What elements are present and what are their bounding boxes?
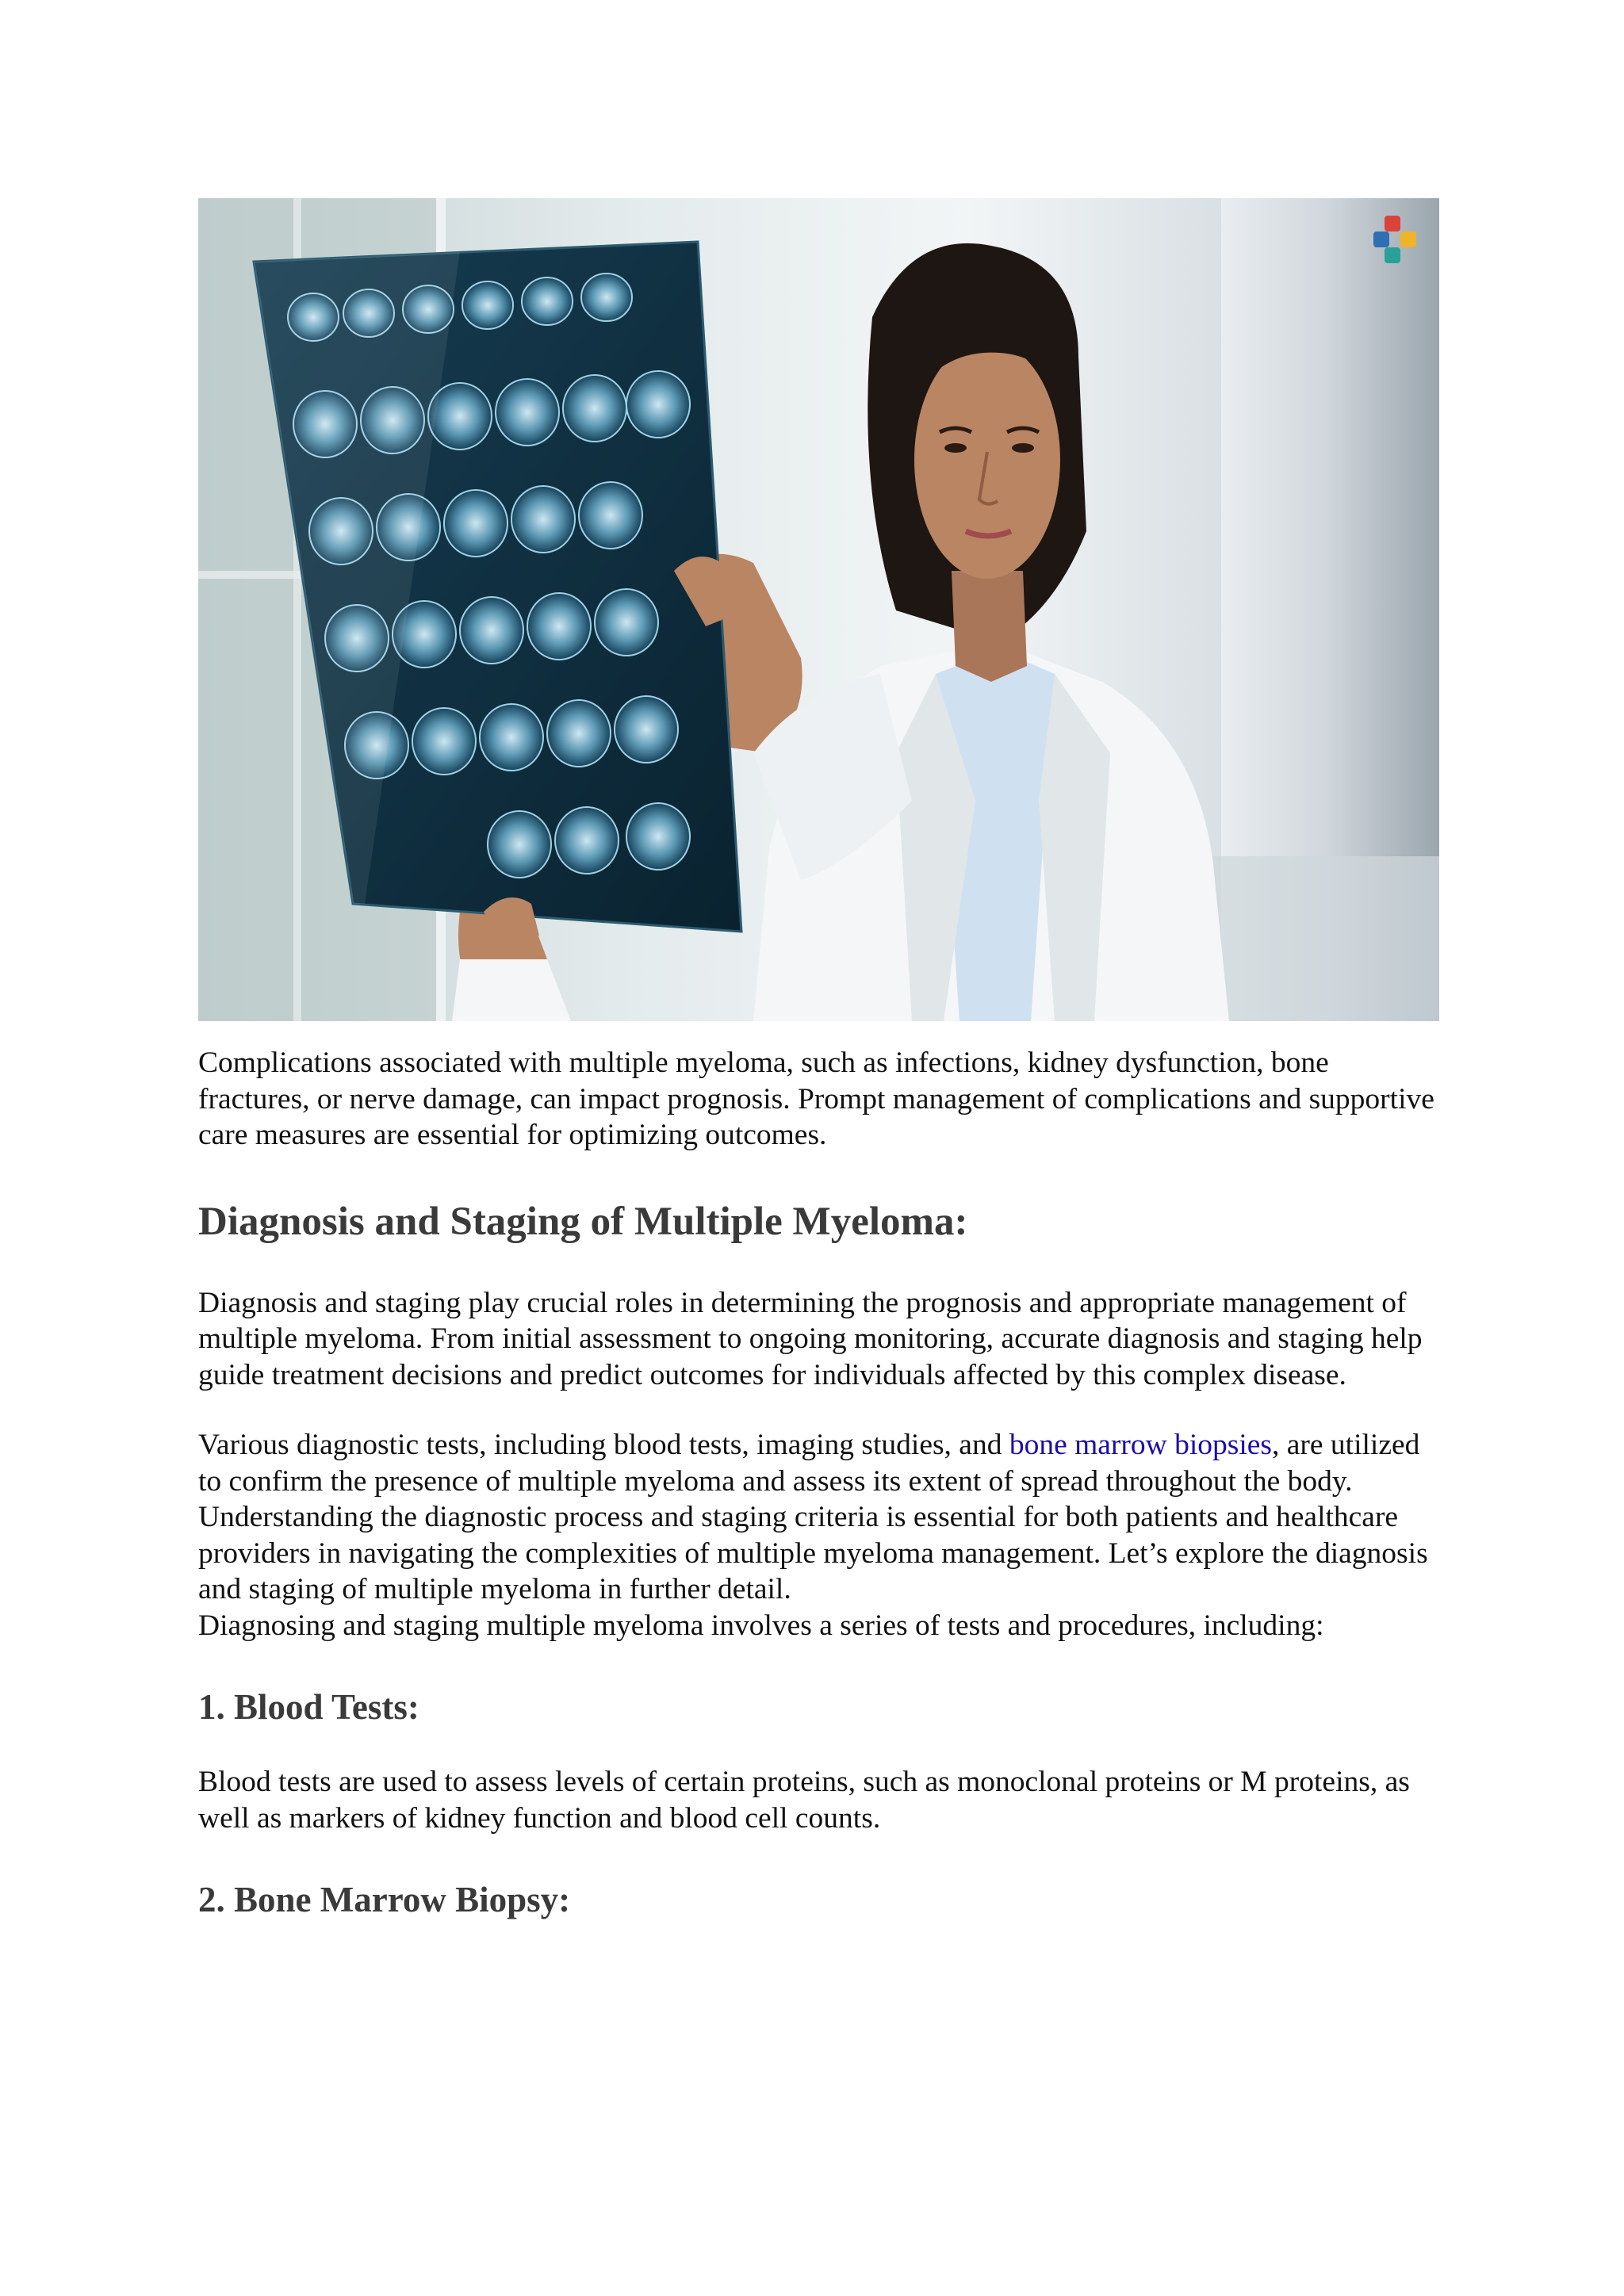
paragraph-text-before-link: Various diagnostic tests, including blood tests, imaging studies, and — [198, 1429, 1009, 1461]
paragraph-diagnosis-intro: Diagnosis and staging play crucial roles in determining the prognosis and appropriate management of multiple myeloma. From initial assessment to ongoing monitoring, accurate diagnosis and staging help guide treatment decisions and predict outcomes for individuals affected by this complex disease. — [198, 1286, 1423, 1391]
doctor-reviewing-ct-scan-illustration — [198, 198, 1439, 1021]
paragraph-blood-tests: Blood tests are used to assess levels of certain proteins, such as monoclonal proteins or M proteins, as well as markers of kidney function and blood cell counts. — [198, 1766, 1410, 1835]
hero-image — [198, 198, 1439, 1021]
paragraph-tests-intro: Diagnosing and staging multiple myeloma involves a series of tests and procedures, including: — [198, 1609, 1324, 1642]
paragraph-text-after-link: , are utilized to confirm the presence of multiple myeloma and assess its extent of spread throughout the body. Understanding the diagnostic process and staging criteria is essential for both patients and healthcare providers in navigating the complexities of multiple myeloma management. Let’s explore the diagnosis and staging of multiple myeloma in further detail. — [198, 1429, 1428, 1605]
document-page — [198, 198, 1439, 1921]
paragraph-diagnostic-tests — [198, 1427, 1439, 1608]
subheading-bone-marrow-biopsy: 2. Bone Marrow Biopsy: — [198, 1880, 571, 1919]
subheading-blood-tests: 1. Blood Tests: — [198, 1687, 419, 1727]
section-heading: Diagnosis and Staging of Multiple Myeloma: — [198, 1199, 968, 1244]
intro-paragraph: Complications associated with multiple myeloma, such as infections, kidney dysfunction, bone fractures, or nerve damage, can impact prognosis. Prompt management of complications and supportive care measures are essential for optimizing outcomes. — [198, 1047, 1434, 1151]
bone-marrow-biopsies-link[interactable]: bone marrow biopsies — [1009, 1429, 1273, 1461]
